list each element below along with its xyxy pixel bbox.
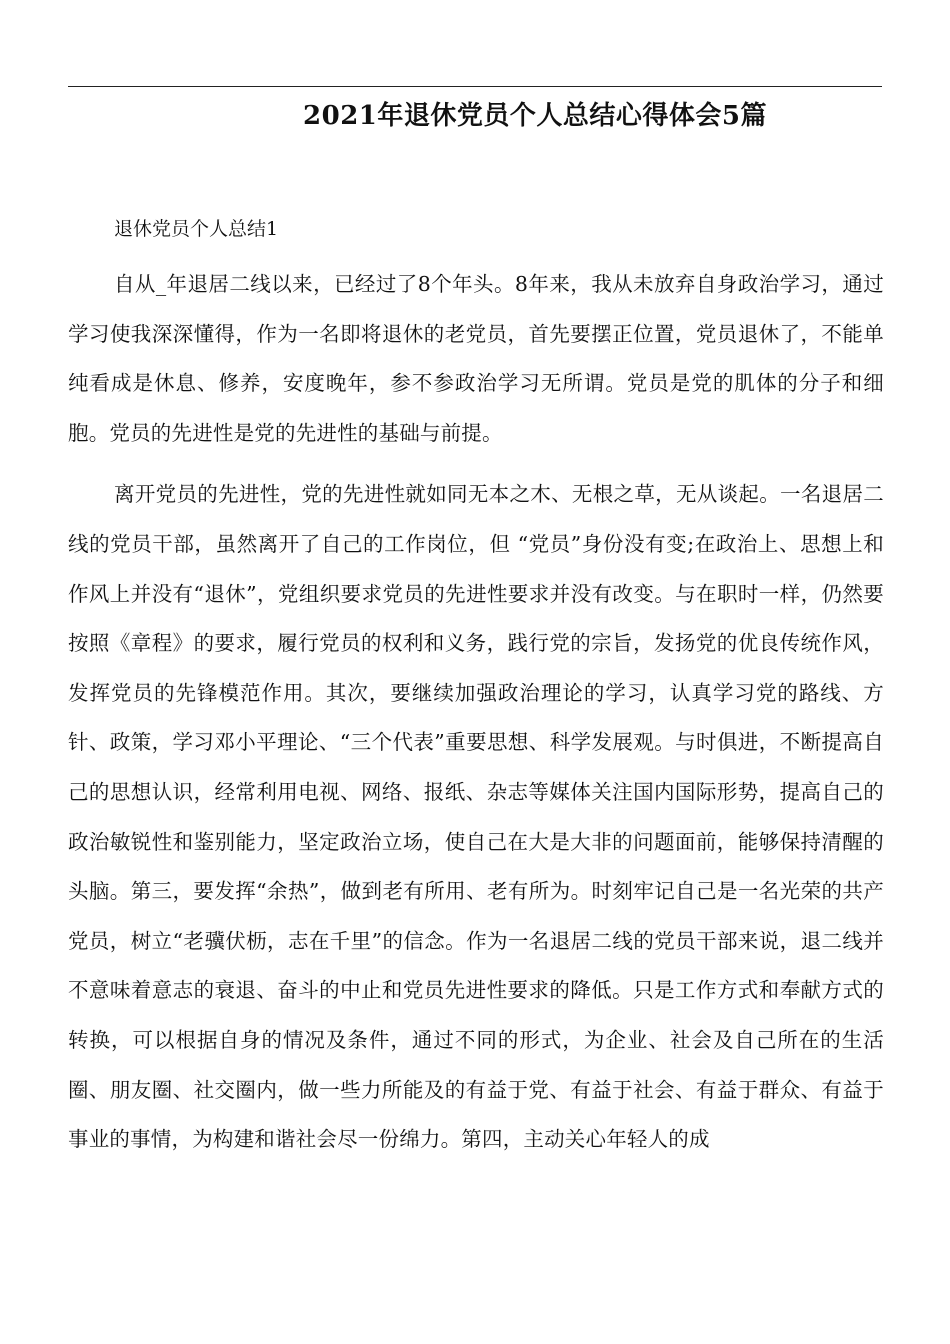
section-heading: 退休党员个人总结1	[114, 218, 279, 240]
body-paragraph-2: 离开党员的先进性，党的先进性就如同无本之木、无根之草，无从谈起。一名退居二线的党员干部，虽然离开了自己的工作岗位，但 “党员”身份没有变;在政治上、思想上和作风上并没有“退休”，党组织要求党员的先进性要求并没有改变。与在职时一样，仍然要按照《章程》的要求，履行党员的权利和义务，践行党的宗旨，发扬党的优良传统作风，发挥党员的先锋模范作用。其次，要继续加强政治理论的学习，认真学习党的路线、方针、政策，学习邓小平理论、“三个代表”重要思想、科学发展观。与时俱进，不断提高自己的思想认识，经常利用电视、网络、报纸、杂志等媒体关注国内国际形势，提高自己的政治敏锐性和鉴别能力，坚定政治立场，使自己在大是大非的问题面前，能够保持清醒的头脑。第三，要发挥“余热”，做到老有所用、老有所为。时刻牢记自己是一名光荣的共产党员，树立“老骥伏枥，志在千里”的信念。作为一名退居二线的党员干部来说，退二线并不意味着意志的衰退、奋斗的中止和党员先进性要求的降低。只是工作方式和奉献方式的转换，可以根据自身的情况及条件，通过不同的形式，为企业、社会及自己所在的生活圈、朋友圈、社交圈内，做一些力所能及的有益于党、有益于社会、有益于群众、有益于事业的事情，为构建和谐社会尽一份绵力。第四，主动关心年轻人的成	[68, 482, 884, 1152]
body-paragraph-1: 自从_年退居二线以来，已经过了8个年头。8年来，我从未放弃自身政治学习，通过学习使我深深懂得，作为一名即将退休的老党员，首先要摆正位置，党员退休了，不能单纯看成是休息、修养，安度晚年，参不参政治学习无所谓。党员是党的肌体的分子和细胞。党员的先进性是党的先进性的基础与前提。	[68, 272, 884, 445]
header-rule	[68, 86, 882, 87]
document-body	[68, 210, 884, 1165]
document-title: 2021年退休党员个人总结心得体会5篇	[303, 101, 767, 131]
